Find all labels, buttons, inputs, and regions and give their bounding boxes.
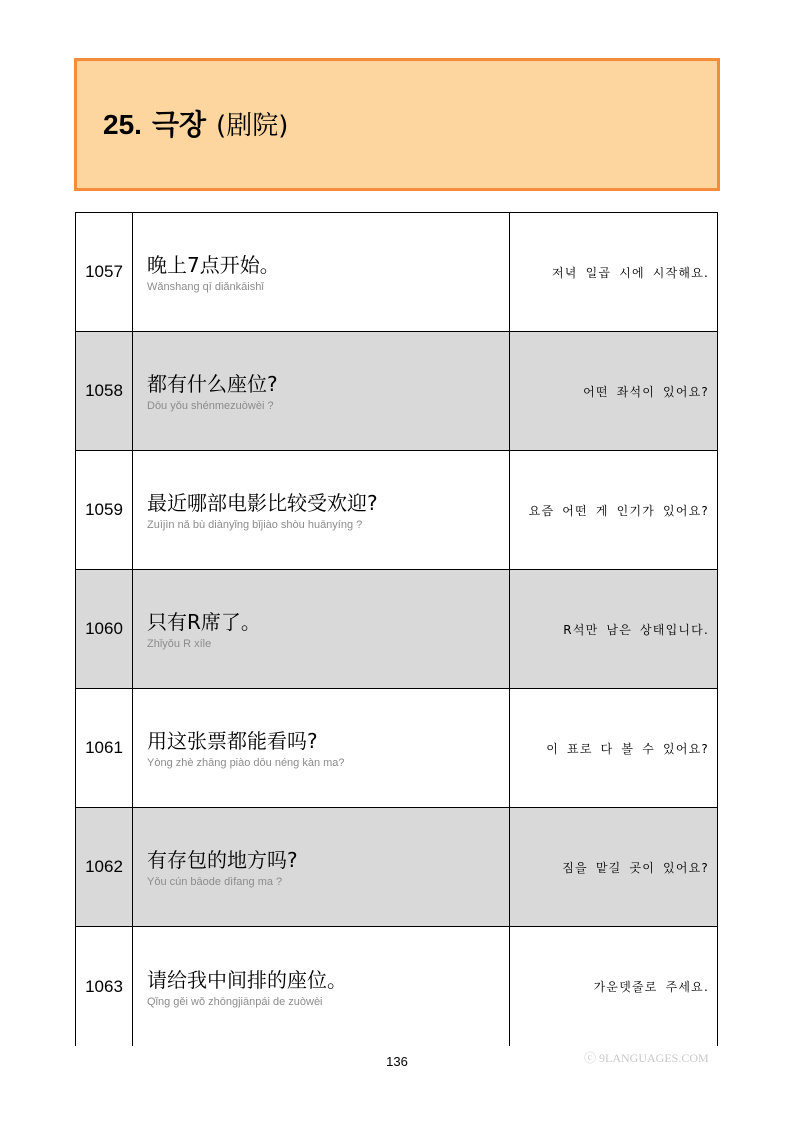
chapter-title-box: [74, 58, 720, 191]
chapter-title-korean: 극장: [151, 108, 207, 141]
chinese-phrase: 都有什么座位?: [147, 372, 278, 396]
page-number: 136: [386, 1054, 408, 1069]
phrase-number: 1057: [76, 213, 133, 331]
pinyin: Qǐng gěi wǒ zhōngjiānpái de zuòwèi: [147, 995, 323, 1008]
table-row: [76, 689, 717, 808]
table-row: [76, 808, 717, 927]
table-row: [76, 451, 717, 570]
chapter-number: 25.: [103, 109, 142, 140]
korean-translation: 이 표로 다 볼 수 있어요?: [546, 741, 709, 756]
chinese-phrase: 晚上7点开始。: [147, 253, 280, 277]
korean-translation: 저녁 일곱 시에 시작해요.: [552, 265, 709, 280]
korean-translation: 요즘 어떤 게 인기가 있어요?: [528, 503, 709, 518]
chinese-phrase: 只有R席了。: [147, 610, 261, 634]
pinyin: Wǎnshang qī diǎnkāishǐ: [147, 281, 264, 293]
table-row: [76, 332, 717, 451]
phrase-table: [75, 212, 718, 1046]
chinese-cell: [133, 927, 510, 1046]
korean-translation: R석만 남은 상태입니다.: [563, 622, 709, 637]
pinyin: Yòng zhè zhāng piào dōu néng kàn ma?: [147, 757, 345, 769]
chinese-cell: [133, 451, 510, 569]
korean-translation: 짐을 맡길 곳이 있어요?: [562, 860, 709, 875]
pinyin: Zuìjìn nǎ bù diànyǐng bǐjiào shòu huānyíng ?: [147, 519, 363, 531]
korean-translation: 어떤 좌석이 있어요?: [583, 384, 709, 399]
chinese-cell: [133, 689, 510, 807]
table-row: [76, 927, 717, 1046]
korean-translation: 가운뎃줄로 주세요.: [593, 980, 709, 994]
phrase-number: 1062: [76, 808, 133, 926]
copyright-notice: ⓒ 9LANGUAGES.COM: [584, 1051, 709, 1065]
pinyin: Dōu yǒu shénmezuòwèi ?: [147, 400, 274, 412]
phrase-number: 1060: [76, 570, 133, 688]
chinese-cell: [133, 570, 510, 688]
chapter-title: [103, 105, 288, 146]
pinyin: Yǒu cún bāode dìfang ma ?: [147, 876, 283, 888]
table-row: [76, 570, 717, 689]
chinese-phrase: 用这张票都能看吗?: [147, 729, 318, 753]
chinese-cell: [133, 213, 510, 331]
phrase-number: 1061: [76, 689, 133, 807]
phrase-number: 1063: [76, 927, 133, 1046]
table-row: [76, 213, 717, 332]
chinese-phrase: 请给我中间排的座位。: [147, 967, 347, 992]
phrase-number: 1059: [76, 451, 133, 569]
pinyin: Zhǐyǒu R xíle: [147, 638, 212, 650]
chapter-title-chinese: (剧院): [216, 111, 289, 141]
phrase-number: 1058: [76, 332, 133, 450]
chinese-phrase: 最近哪部电影比较受欢迎?: [147, 491, 378, 515]
chinese-cell: [133, 332, 510, 450]
chinese-cell: [133, 808, 510, 926]
chinese-phrase: 有存包的地方吗?: [147, 848, 298, 872]
